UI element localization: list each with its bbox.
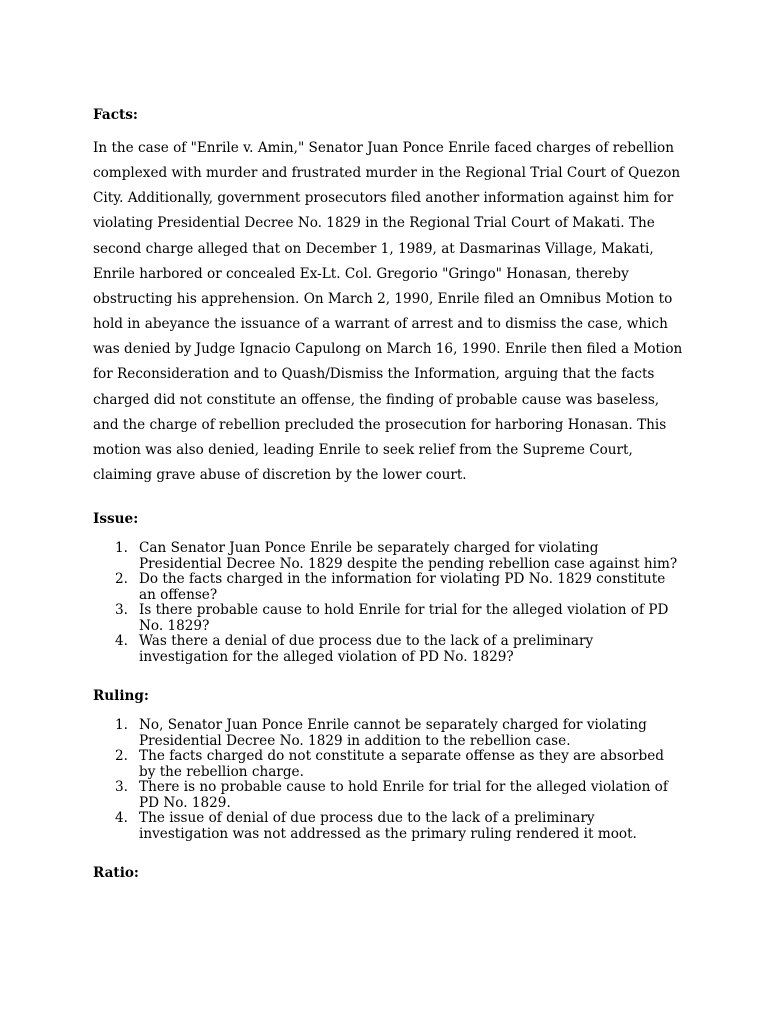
list-number: 3. xyxy=(115,779,128,796)
facts-paragraph: In the case of "Enrile v. Amin," Senator Juan Ponce Enrile faced charges of rebellion complexed with murder and frustrated murder in the Regional Trial Court of Quezon City. Additionally, government prosecutors filed another information against him for violating Presidential Decree No. 1829 in the Regional Trial Court of Makati. The second charge alleged that on December 1, 1989, at Dasmarinas Village, Makati, Enrile harbored or concealed Ex-Lt. Col. Gregorio "Gringo" Honasan, thereby obstructing his apprehension. On March 2, 1990, Enrile filed an Omnibus Motion to hold in abeyance the issuance of a warrant of arrest and to dismiss the case, which was denied by Judge Ignacio Capulong on March 16, 1990. Enrile then filed a Motion for Reconsideration and to Quash/Dismiss the Information, arguing that the facts charged did not constitute an offense, the finding of probable cause was baseless, and the charge of rebellion precluded the prosecution for harboring Honasan. This motion was also denied, leading Enrile to seek relief from the Supreme Court, claiming grave abuse of discretion by the lower court. xyxy=(93,140,683,484)
list-item xyxy=(93,811,683,842)
list-item xyxy=(93,749,683,780)
list-item-text: The facts charged do not constitute a separate offense as they are absorbed by the rebellion charge. xyxy=(139,748,664,780)
list-item-text: Is there probable cause to hold Enrile for trial for the alleged violation of PD No. 1829? xyxy=(139,602,669,634)
ruling-list xyxy=(93,718,683,842)
list-item xyxy=(93,541,683,572)
issue-list xyxy=(93,541,683,665)
list-item xyxy=(93,780,683,811)
list-item xyxy=(93,718,683,749)
list-item-text: No, Senator Juan Ponce Enrile cannot be separately charged for violating Presidential Decree No. 1829 in addition to the rebellion case. xyxy=(139,717,647,749)
list-number: 1. xyxy=(115,540,128,557)
list-item-text: Can Senator Juan Ponce Enrile be separately charged for violating Presidential Decree No. 1829 despite the pending rebellion case against him? xyxy=(139,540,678,572)
list-number: 1. xyxy=(115,717,128,734)
list-item-text: Was there a denial of due process due to the lack of a preliminary investigation for the alleged violation of PD No. 1829? xyxy=(139,633,594,665)
list-item xyxy=(93,572,683,603)
list-number: 2. xyxy=(115,571,128,588)
list-number: 4. xyxy=(115,633,128,650)
list-number: 2. xyxy=(115,748,128,765)
ruling-heading: Ruling: xyxy=(93,688,149,705)
issue-heading: Issue: xyxy=(93,511,139,528)
list-item xyxy=(93,603,683,634)
list-item-text: The issue of denial of due process due to the lack of a preliminary investigation was not addressed as the primary ruling rendered it moot. xyxy=(139,810,637,842)
ratio-heading: Ratio: xyxy=(93,865,139,882)
list-item-text: Do the facts charged in the information for violating PD No. 1829 constitute an offense? xyxy=(139,571,666,603)
list-item-text: There is no probable cause to hold Enrile for trial for the alleged violation of PD No. 1829. xyxy=(139,779,668,811)
list-item xyxy=(93,634,683,665)
list-number: 3. xyxy=(115,602,128,619)
list-number: 4. xyxy=(115,810,128,827)
document-page xyxy=(93,106,683,882)
facts-heading: Facts: xyxy=(93,107,138,123)
